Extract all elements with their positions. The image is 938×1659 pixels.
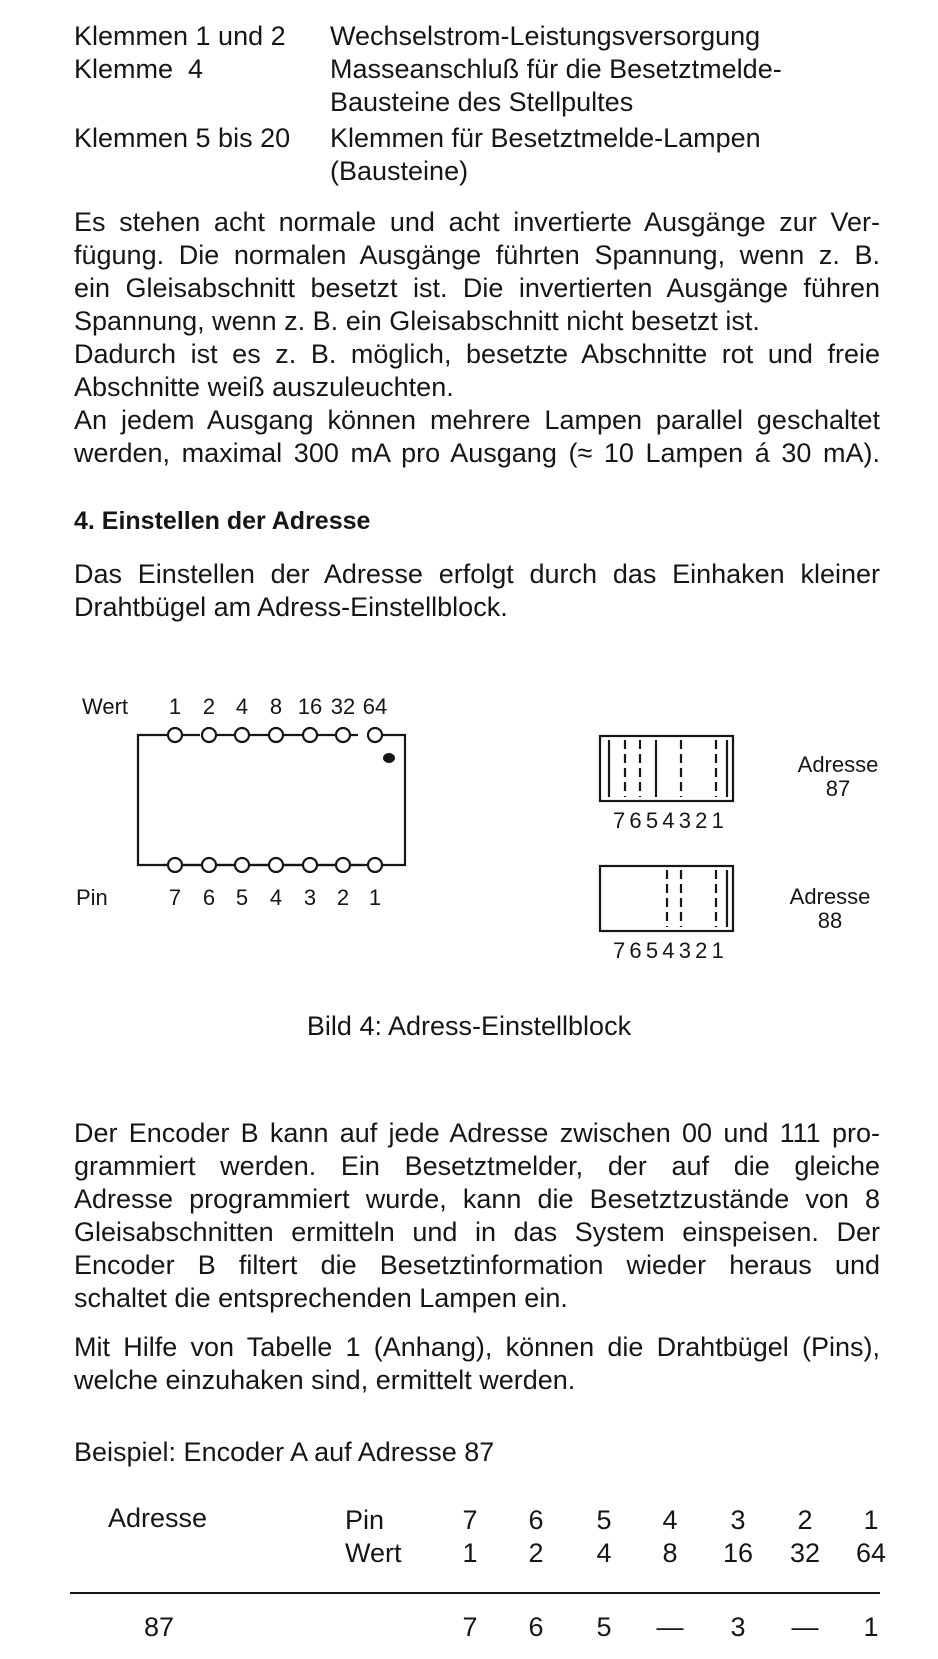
terminal-label-1: Klemmen 1 und 2 xyxy=(74,21,286,51)
pin-circle xyxy=(368,728,382,742)
example-a-label: Adresse xyxy=(797,752,879,777)
table-header-wert: Wert xyxy=(345,1538,402,1568)
table-header-adresse: Adresse xyxy=(108,1503,208,1533)
text-line: fügung. Die normalen Ausgänge führten Spannung, wenn z. B. xyxy=(74,240,880,270)
wert-value: 16 xyxy=(297,694,323,719)
pin-circle xyxy=(303,858,317,872)
table-wert-value: 32 xyxy=(789,1538,821,1568)
terminal-desc-2b: Bausteine des Stellpultes xyxy=(330,87,634,117)
text-line: Der Encoder B kann auf jede Adresse zwischen 00 und 111 pro- xyxy=(74,1118,880,1148)
pin-value: 7 xyxy=(168,885,182,910)
pin-circle xyxy=(202,728,216,742)
pin-circle xyxy=(368,858,382,872)
section-heading: 4. Einstellen der Adresse xyxy=(74,507,371,535)
text-line: schaltet die entsprechenden Lampen ein. xyxy=(74,1283,568,1313)
pin-value: 1 xyxy=(368,885,382,910)
diagram-pin-label: Pin xyxy=(76,885,108,910)
terminal-desc-3a: Klemmen für Besetztmelde-Lampen xyxy=(330,123,761,153)
table-wert-value: 8 xyxy=(662,1538,678,1568)
text-line: ein Gleisabschnitt besetzt ist. Die invertierten Ausgänge führen xyxy=(74,273,880,303)
terminal-label-3: Klemmen 5 bis 20 xyxy=(74,123,291,153)
pin-one-marker xyxy=(383,753,395,763)
table-wert-value: 64 xyxy=(855,1538,887,1568)
terminal-desc-3b: (Bausteine) xyxy=(330,156,469,186)
table-header-pin: Pin xyxy=(345,1505,385,1535)
text-line: welche einzuhaken sind, ermittelt werden. xyxy=(74,1365,576,1395)
top-pin-row xyxy=(168,728,382,742)
table-pin-value: 5 xyxy=(596,1505,612,1535)
wert-value: 32 xyxy=(330,694,356,719)
paragraph-table-hint xyxy=(74,1331,880,1397)
table-wert-value: 2 xyxy=(528,1538,544,1568)
text-line: Gleisabschnitten ermitteln und in das System einspeisen. Der xyxy=(74,1217,880,1247)
pin-circle xyxy=(235,858,249,872)
table-row-value: 1 xyxy=(863,1612,879,1642)
wert-value: 2 xyxy=(202,694,216,719)
text-line: An jedem Ausgang können mehrere Lampen parallel geschaltet xyxy=(74,405,880,435)
pin-circle xyxy=(303,728,317,742)
table-row-value: — xyxy=(791,1612,819,1642)
example-b-label: Adresse xyxy=(789,884,871,909)
table-pin-value: 4 xyxy=(662,1505,678,1535)
terminal-desc-2a: Masseanschluß für die Besetztmelde- xyxy=(330,54,782,84)
pin-value: 2 xyxy=(336,885,350,910)
wert-value: 4 xyxy=(235,694,249,719)
table-pin-value: 6 xyxy=(528,1505,544,1535)
example-line: Beispiel: Encoder A auf Adresse 87 xyxy=(74,1437,495,1467)
table-row-address: 87 xyxy=(144,1612,175,1642)
pin-value: 6 xyxy=(202,885,216,910)
pin-circle xyxy=(336,858,350,872)
pin-value: 3 xyxy=(303,885,317,910)
table-rule xyxy=(70,1592,880,1594)
pin-circle xyxy=(336,728,350,742)
wert-value: 8 xyxy=(269,694,283,719)
text-line: Abschnitte weiß auszuleuchten. xyxy=(74,372,454,402)
example-b-value: 88 xyxy=(817,908,843,933)
example-a-value: 87 xyxy=(825,776,851,801)
wert-value: 64 xyxy=(362,694,388,719)
table-pin-value: 1 xyxy=(863,1505,879,1535)
terminal-desc-1: Wechselstrom-Leistungsversorgung xyxy=(330,21,761,51)
text-line: Spannung, wenn z. B. ein Gleisabschnitt nicht besetzt ist. xyxy=(74,306,760,336)
paragraph-encoder xyxy=(74,1117,880,1315)
table-pin-value: 7 xyxy=(462,1505,478,1535)
text-line: Drahtbügel am Adress-Einstellblock. xyxy=(74,592,508,622)
table-pin-value: 3 xyxy=(730,1505,746,1535)
table-wert-value: 4 xyxy=(596,1538,612,1568)
example-b-digits: 7654321 xyxy=(613,938,729,963)
table-row-value: 5 xyxy=(596,1612,612,1642)
table-wert-value: 16 xyxy=(722,1538,754,1568)
pin-circle xyxy=(168,858,182,872)
example-a-jumpers xyxy=(609,740,727,797)
table-row-value: 6 xyxy=(528,1612,544,1642)
example-a-block xyxy=(600,736,733,801)
pin-circle xyxy=(168,728,182,742)
example-b-jumpers xyxy=(667,870,727,927)
text-line: Es stehen acht normale und acht invertierte Ausgänge zur Ver- xyxy=(74,207,880,237)
table-wert-value: 1 xyxy=(462,1538,478,1568)
pin-circle xyxy=(269,858,283,872)
example-a-digits: 7654321 xyxy=(613,808,729,833)
pin-circle xyxy=(202,858,216,872)
text-line: Dadurch ist es z. B. möglich, besetzte Abschnitte rot und freie xyxy=(74,339,880,369)
figure-caption: Bild 4: Adress-Einstellblock xyxy=(306,1011,632,1041)
text-line: Mit Hilfe von Tabelle 1 (Anhang), können die Drahtbügel (Pins), xyxy=(74,1332,880,1362)
pin-value: 4 xyxy=(269,885,283,910)
terminal-label-2: Klemme 4 xyxy=(74,54,204,84)
text-line: Encoder B filtert die Besetztinformation wieder heraus und xyxy=(74,1250,880,1280)
table-pin-value: 2 xyxy=(797,1505,813,1535)
pin-circle xyxy=(235,728,249,742)
pin-value: 5 xyxy=(235,885,249,910)
text-line: Adresse programmiert wurde, kann die Besetztzustände von 8 xyxy=(74,1184,880,1214)
wert-value: 1 xyxy=(168,694,182,719)
text-line: Das Einstellen der Adresse erfolgt durch das Einhaken kleiner xyxy=(74,559,880,589)
pin-circle xyxy=(269,728,283,742)
table-row-value: 3 xyxy=(730,1612,746,1642)
table-row-value: 7 xyxy=(462,1612,478,1642)
text-line: werden, maximal 300 mA pro Ausgang (≈ 10 Lampen á 30 mA). xyxy=(74,438,880,468)
dip-block-outline xyxy=(138,735,405,865)
table-row-value: — xyxy=(656,1612,684,1642)
text-line: grammiert werden. Ein Besetztmelder, der auf die gleiche xyxy=(74,1151,880,1181)
diagram-wert-label: Wert xyxy=(82,694,129,719)
